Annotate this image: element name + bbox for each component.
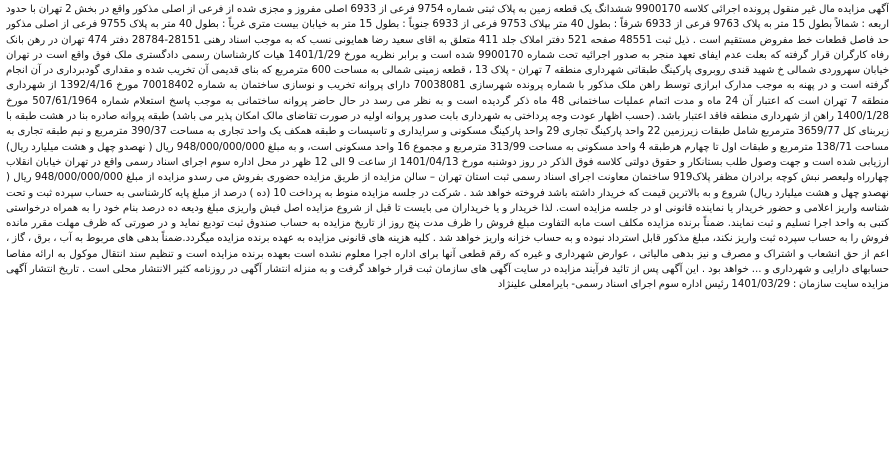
- auction-notice: [6, 2, 889, 449]
- notice-body-text: آگهی مزایده مال غیر منقول پرونده اجرائی کلاسه 9900170 ششدانگ یک قطعه زمین به پلاک ثبتی شماره 9754 فرعی از 6933 اصلی مفروز و مجزی شده از فرعی از اصلی مذکور واقع در بخش 2 تهران با حدود اربعه : شمالاً بطول 15 متر به پلاک 9763 فرعی از 6933 شرقاً : بطول 40 متر بپلاک 9753 فرعی از 6933 جنوباً : بطول 15 متر به خیابان بیست متری غرباً : بطول 40 متر به پلاک 9755 فرعی از اصلی مذکور حد فاصل قطعات خط مفروض مستقیم است . ذیل ثبت 48551 صفحه 521 دفتر املاک جلد 411 متعلق به اقای سعید رضا همایونی نسب که به موجب اسناد رهنی 28151-28784 دفتر 474 تهران در رهن بانک رفاه کارگران قرار گرفته که بعلت عدم ایفای تعهد منجر به صدور اجرائیه تحت شماره 9900170 شده است و برابر نظریه مورخ 1401/1/29 هیات کارشناسان رسمی دادگستری ملک فوق واقع است در تهران خیابان سهروردی شمالی خ شهید قندی روبروی پارکینگ طبقاتی شهرداری منطقه 7 تهران - پلاک 13 ، قطعه زمینی شمالی به مساحت 600 مترمربع که بنای قدیمی آن تخریب شده و مقداری گودبرداری در آن انجام گرفته است و در پهنه به موجب مدارک ابرازی توسط راهن ملک مذکور با شماره پرونده شهرسازی 70038081 دارای پروانه تخریب و نوسازی ساختمان به شماره 70018402 مورخ 1392/4/16 از شهرداری منطقه 7 تهران است که اعتبار آن 24 ماه و مدت اتمام عملیات ساختمانی 48 ماه ذکر گردیده است و به نظر می رسد در حال حاضر پروانه ساختمانی به موجب پاسخ استعلام شماره 507/61/1964 مورخ 1400/1/28 راهن از شهرداری منطقه فاقد اعتبار باشد. (حسب اظهار عودت وجه پرداختی به شهرداری بابت صدور پروانه اولیه در صورت تقاضای مالک امکان پذیر می باشد) طبقه پروانه صادره بنا در هشت طبقه با زیربنای کل 3659/77 مترمربع شامل طبقات زیرزمین 22 واحد پارکینگ تجاری 29 واحد پارکینگ مسکونی و سرایداری و تاسیسات و طبقه همکف یک واحد تجاری به مساحت 390/37 مترمربع و نیم طبقه تجاری به مساحت 138/71 مترمربع و طبقات اول تا چهارم هرطبقه 4 واحد مسکونی به مساحت 313/99 مترمربع و مجموع 16 واحد مسکونی است، و به مبلغ 948/000/000/000 ریال ( نهصدو چهل و هشت میلیارد ریال) ارزیابی شده است و جهت وصول طلب بستانکار و حقوق دولتی کلاسه فوق الذکر در روز دوشنبه مورخ 1401/04/13 از ساعت 9 الی 12 ظهر در محل اداره سوم اجرای اسناد رسمی واقع در تهران خیابان انقلاب چهارراه ولیعصر نبش کوچه برادران مظفر پلاک919 ساختمان معاونت اجرای اسناد رسمی ثبت استان تهران – سالن مزایده از طریق مزایده حضوری بفروش می رسدو مزایده از مبلغ 948/000/000/000 ریال ( نهصدو چهل و هشت میلیارد ریال) شروع و به بالاترین قیمت که خریدار داشته باشد فروخته خواهد شد . شرکت در جلسه مزایده منوط به پرداخت 10 (ده ) درصد از مبلغ پایه کارشناسی به حساب سپرده ثبت و تحت شناسه واریز اعلامی و حضور خریدار یا نماینده قانونی او در جلسه مزایده است. لذا خریدار و یا خریداران می بایست تا قبل از شروع مزایده اصل فیش واریزی مبلغ ودیعه ده درصد بنام خود را به همراه درخواستی کتبی به واحد اجرا تسلیم و ثبت نمایند. ضمناً برنده مزایده مکلف است مابه التفاوت مبلغ فروش را ظرف مدت پنج روز از تاریخ مزایده به حساب صندوق ثبت تودیع نماید و در صورتی که ظرف مهلت مقرر مانده فروش را به حساب سپرده ثبت واریز نکند، مبلغ مذکور قابل استرداد نبوده و به حساب خزانه واریز خواهد شد . کلیه هزینه های قانونی مزایده به عهده برنده مزایده میگردد.ضمناً بدهی های مربوط به آب ، برق ، گاز ، اعم از حق انشعاب و اشتراک و مصرف و نیز بدهی مالیاتی ، عوارض شهرداری و غیره که رقم قطعی آنها برای اداره اجرا معلوم نشده است بعهده برنده مزایده است و تنظیم سند انتقال موکول به ارائه مفاصا حسابهای دارایی و شهرداری و ... خواهد بود . این آگهی پس از تائید فرآیند مزایده در سایت آگهی های سازمان ثبت قرار خواهد گرفت و به منزله انتشار آگهی در روزنامه کثیر الانتشار محلی است . تاریخ انتشار آگهی مزایده سایت سازمان : 1401/03/29 رئیس اداره سوم اجرای اسناد رسمی- بایرامعلی علینژاد: [6, 4, 889, 291]
